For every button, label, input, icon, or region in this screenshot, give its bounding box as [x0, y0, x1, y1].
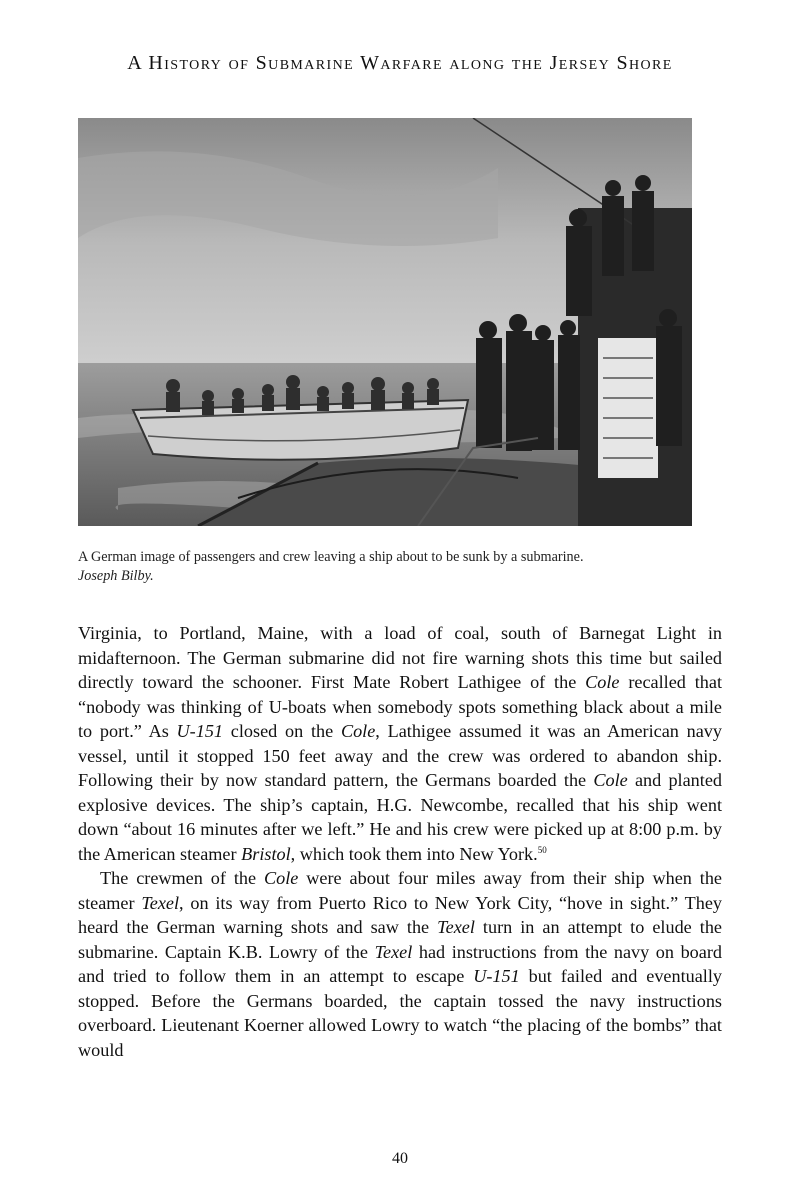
italic-run: Cole [340, 721, 376, 741]
italic-run: Bristol [241, 843, 291, 864]
text-run: recalled that “nobody was thinking of U-boats when somebody spots something black about a mile to port.” As [78, 672, 722, 741]
text-run: , Lathigee assumed it was an American navy vessel, until it stopped 150 feet away and the crew was ordered to abandon ship. Following their by now standard pattern, the Germans boarded the [78, 721, 722, 790]
italic-run: U-151 [473, 966, 520, 986]
italic-run: Cole [585, 672, 620, 692]
italic-run: Texel [437, 917, 475, 937]
text-run: and planted explosive devices. The ship’s captain, H.G. Newcombe, recalled that his ship went down “about 16 minutes after we left.” He and his crew were picked up at 8:00 p.m. by the American steamer [78, 770, 722, 864]
text-run: , on its way from Puerto Rico to New York City, “hove in sight.” They heard the German warning shots and saw the [78, 892, 722, 937]
text-run: had instructions from the navy on board and tried to follow them in an attempt to escape [78, 941, 722, 986]
text-run: The crewmen of the [100, 868, 264, 888]
caption-text: A German image of passengers and crew leaving a ship about to be sunk by a submarine. [78, 549, 584, 565]
text-run: , which took them into New York. [290, 843, 538, 864]
italic-run: Cole [593, 770, 628, 790]
italic-run: Texel [374, 941, 413, 962]
paragraph [78, 866, 722, 1062]
text-run: Virginia, to Portland, Maine, with a load of coal, south of Barnegat Light in midafternoon. The German submarine did not fire warning shots this time but sailed directly toward the schooner. First Mate Robert Lathigee of the [78, 623, 722, 692]
page-number: 40 [392, 1150, 408, 1167]
figure-caption [78, 548, 722, 586]
text-run: closed on the [223, 721, 341, 741]
photograph-lifeboat-submarine [78, 118, 692, 526]
text-run: turn in an attempt to elude the submarine. Captain K.B. Lowry of the [78, 917, 722, 962]
text-run: but failed and eventually stopped. Before the Germans boarded, the captain tossed the navy instructions overboard. Lieutenant Koerner allowed Lowry to watch “the placing of the bombs” that would [78, 966, 722, 1060]
footnote-marker: 50 [537, 844, 547, 855]
italic-run: Texel [141, 892, 180, 913]
text-run: were about four miles away from their ship when the steamer [78, 868, 722, 913]
paragraph [78, 621, 722, 866]
photo-credit: Joseph Bilby. [78, 568, 154, 584]
running-head: A History of Submarine Warfare along the Jersey Shore [127, 52, 673, 74]
body-text [78, 621, 722, 1062]
italic-run: U-151 [176, 721, 224, 741]
italic-run: Cole [263, 868, 299, 888]
